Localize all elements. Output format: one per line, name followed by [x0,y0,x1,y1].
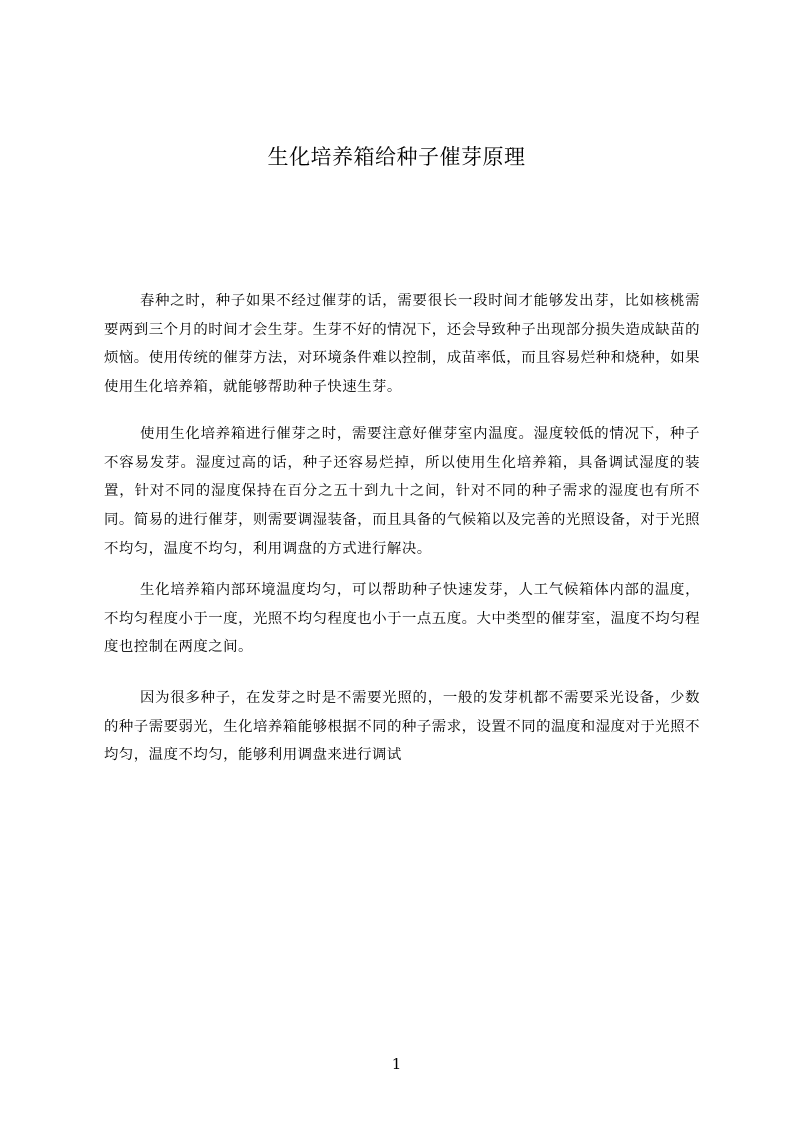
page-number: 1 [391,1055,402,1073]
document-title: 生化培养箱给种子催芽原理 [267,145,526,169]
paragraph-3: 生化培养箱内部环境温度均匀，可以帮助种子快速发芽，人工气候箱体内部的温度，不均匀程度小于一度，光照不均匀程度也小于一点五度。大中类型的催芽室，温度不均匀程度也控制在两度之间。 [104,582,700,656]
paragraph-4: 因为很多种子，在发芽之时是不需要光照的，一般的发芽机都不需要采光设备，少数的种子需要弱光，生化培养箱能够根据不同的种子需求，设置不同的温度和湿度对于光照不均匀，温度不均匀，能够利用调盘来进行调试 [104,690,700,764]
paragraph-2: 使用生化培养箱进行催芽之时，需要注意好催芽室内温度。湿度较低的情况下，种子不容易发芽。湿度过高的话，种子还容易烂掉，所以使用生化培养箱，具备调试湿度的装置，针对不同的湿度保持在百分之五十到九十之间，针对不同的种子需求的湿度也有所不同。简易的进行催芽，则需要调湿装备，而且具备的气候箱以及完善的光照设备，对于光照不均匀，温度不均匀，利用调盘的方式进行解决。 [104,426,700,557]
paragraph-1: 春种之时，种子如果不经过催芽的话，需要很长一段时间才能够发出芽，比如核桃需要两到三个月的时间才会生芽。生芽不好的情况下，还会导致种子出现部分损失造成缺苗的烦恼。使用传统的催芽方法，对环境条件难以控制，成苗率低，而且容易烂种和烧种，如果使用生化培养箱，就能够帮助种子快速生芽。 [104,293,700,396]
